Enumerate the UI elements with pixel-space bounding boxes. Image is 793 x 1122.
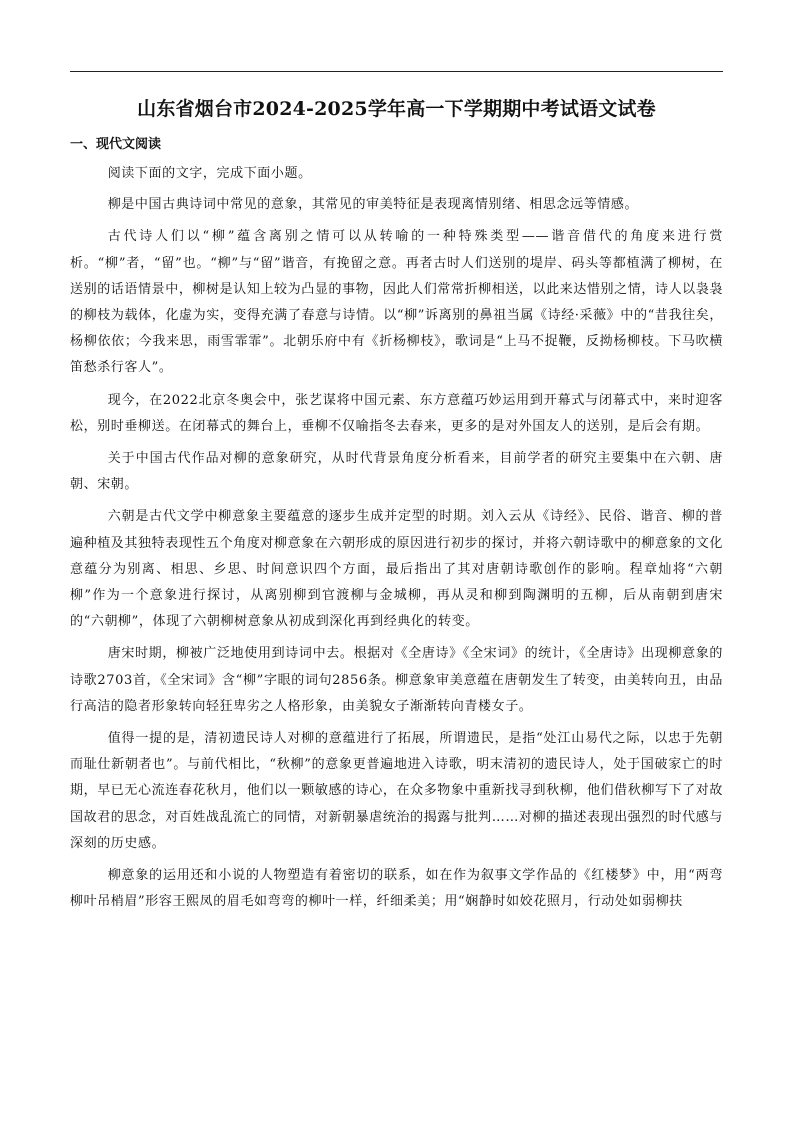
header-rule	[70, 71, 723, 72]
paragraph: 关于中国古代作品对柳的意象研究，从时代背景角度分析看来，目前学者的研究主要集中在六朝、唐朝、宋朝。	[70, 451, 723, 493]
paragraph: 六朝是古代文学中柳意象主要蕴意的逐步生成并定型的时期。刘入云从《诗经》、民俗、谐音、柳的普遍种植及其独特表现性五个角度对柳意象在六朝形成的原因进行初步的探讨，并将六朝诗歌中的柳意象的文化意蕴分为别离、相思、乡思、时间意识四个方面，最后指出了其对唐朝诗歌创作的影响。程章灿将“六朝柳”作为一个意象进行探讨，从离别柳到官渡柳与金城柳，再从灵和柳到陶渊明的五柳，后从南朝到唐宋的“六朝柳”，体现了六朝柳树意象从初成到深化再到经典化的转变。	[70, 509, 723, 630]
paragraph: 柳意象的运用还和小说的人物塑造有着密切的联系，如在作为叙事文学作品的《红楼梦》中，用“两弯柳叶吊梢眉”形容王熙凤的眉毛如弯弯的柳叶一样，纤细柔美；用“娴静时如姣花照月，行动处如弱柳扶	[70, 868, 723, 910]
paragraph: 古代诗人们以“柳”蕴含离别之情可以从转喻的一种特殊类型——谐音借代的角度来进行赏析。“柳”者，“留”也。“柳”与“留”谐音，有挽留之意。再者古时人们送别的堤岸、码头等都植满了柳树，在送别的话语情景中，柳树是认知上较为凸显的事物，因此人们常常折柳相送，以此来达惜别之情，诗人以袅袅的柳枝为载体，化虚为实，变得充满了春意与诗情。以“柳”诉离别的鼻祖当属《诗经·采薇》中的“昔我往矣，杨柳依依；今我来思，雨雪霏霏”。北朝乐府中有《折杨柳枝》，歌词是“上马不捉鞭，反拗杨柳枝。下马吹横笛愁杀行客人”。	[70, 229, 723, 376]
paragraph: 值得一提的是，清初遗民诗人对柳的意蕴进行了拓展，所谓遗民，是指“处江山易代之际，以忠于先朝而耻仕新朝者也”。与前代相比，“秋柳”的意象更普遍地进入诗歌，明末清初的遗民诗人，处于国破家亡的时期，早已无心流连春花秋月，他们以一颗敏感的诗心，在众多物象中重新找寻到秋柳，他们借秋柳写下了对故国故君的思念，对百姓战乱流亡的同情，对新朝暴虐统治的揭露与批判……对柳的描述表现出强烈的时代感与深刻的历史感。	[70, 731, 723, 851]
section-heading: 一、现代文阅读	[70, 137, 162, 152]
reading-passage	[70, 161, 723, 921]
paragraph: 现今，在2022北京冬奥会中，张艺谋将中国元素、东方意蕴巧妙运用到开幕式与闭幕式中，来时迎客松，别时垂柳送。在闭幕式的舞台上，垂柳不仅喻指冬去春来，更多的是对外国友人的送别，是后会有期。	[70, 392, 723, 434]
paragraph: 唐宋时期，柳被广泛地使用到诗词中去。根据对《全唐诗》《全宋词》的统计，《全唐诗》出现柳意象的诗歌2703首，《全宋词》含“柳”字眼的词句2856条。柳意象审美意蕴在唐朝发生了转变，由美转向丑，由品行高洁的隐者形象转向轻狂卑劣之人格形象，由美貌女子渐渐转向青楼女子。	[70, 646, 723, 714]
paragraph: 柳是中国古典诗词中常见的意象，其常见的审美特征是表现离情别绪、相思念远等情感。	[107, 197, 639, 213]
instruction-text: 阅读下面的文字，完成下面小题。	[107, 166, 312, 181]
document-title: 山东省烟台市2024-2025学年高一下学期期中考试语文试卷	[137, 98, 656, 120]
